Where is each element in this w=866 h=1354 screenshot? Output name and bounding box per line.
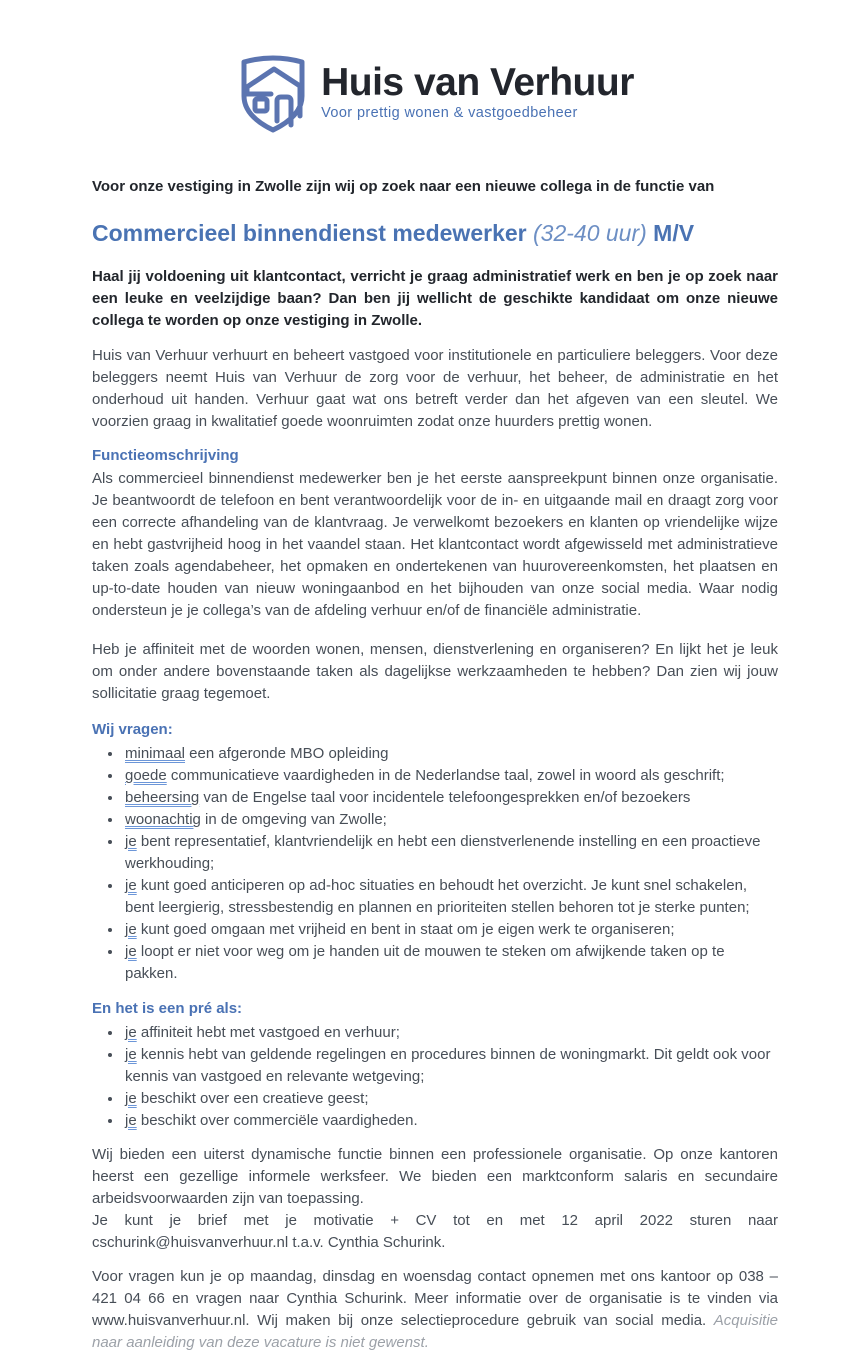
wij-bieden-paragraph (92, 1144, 778, 1254)
list-item: • woonachtig in de omgeving van Zwolle; (123, 809, 778, 831)
wij-bieden-line1: Wij bieden een uiterst dynamische functie binnen een professionele organisatie. Op onze kantoren heerst een gezellige informele werksfeer. We bieden een marktconform salaris en secundaire arbeidsvoorwaarden zijn van toepassing. (92, 1146, 778, 1207)
logo-tagline: Voor prettig wonen & vastgoedbeheer (321, 104, 578, 121)
grammar-underlined-word: goede (125, 767, 167, 784)
grammar-underlined-word: minimaal (125, 745, 186, 762)
grammar-underlined-word: je (125, 1090, 137, 1107)
lead-paragraph: Haal jij voldoening uit klantcontact, verricht je graag administratief werk en ben je op zoek naar een leuke en veelzijdige baan? Dan ben jij wellicht de geschikte kandidaat om onze nieuwe collega te worden op onze vestiging in Zwolle. (92, 268, 778, 329)
functieomschrijving-paragraph: Als commercieel binnendienst medewerker ben je het eerste aanspreekpunt binnen onze organisatie. Je beantwoordt de telefoon en bent verantwoordelijk voor de in- en uitgaande mail en draagt zorg voor een correcte afhandeling van de klantvraag. Je verwelkomt bezoekers en klanten op vriendelijke wijze en hebt gastvrijheid hoog in het vaandel staan. Het klantcontact wordt afgewisseld met administratieve taken zoals agendabeheer, het opmaken en ondertekenen van huurovereenkomsten, het plaatsen en up-to-date houden van nieuw woningaanbod en het bijhouden van onze social media. Waar nodig ondersteun je je collega’s van de afdeling verhuur en/of de financiële administratie. (92, 470, 778, 619)
list-item: • goede communicatieve vaardigheden in de Nederlandse taal, zowel in woord als geschrift; (123, 765, 778, 787)
section-heading-pre: En het is een pré als: (92, 1000, 243, 1017)
shield-house-icon (236, 50, 308, 134)
list-item: • je kunt goed anticiperen op ad-hoc situaties en behoudt het overzicht. Je kunt snel schakelen, bent leergierig, stressbestendig en plannen en prioriteiten stellen behoren tot je sterke punten; (123, 875, 778, 919)
grammar-underlined-word: je (125, 943, 137, 960)
list-item: • je beschikt over een creatieve geest; (123, 1088, 778, 1110)
grammar-underlined-word: je (125, 1046, 137, 1063)
list-item: • je loopt er niet voor weg om je handen uit de mouwen te steken om afwijkende taken op te pakken. (123, 941, 778, 985)
grammar-underlined-word: woonachtig (125, 811, 201, 828)
about-paragraph: Huis van Verhuur verhuurt en beheert vastgoed voor institutionele en particuliere beleggers. Voor deze beleggers neemt Huis van Verhuur de zorg voor de verhuur, het beheer, de administratie en het onderhoud uit handen. Verhuur gaat wat ons betreft verder dan het afgeven van een sleutel. We voorzien graag in kwalitatief goede woonruimten zodat onze huurders prettig wonen. (92, 347, 778, 430)
section-heading-functieomschrijving: Functieomschrijving (92, 447, 239, 464)
list-item: • je kunt goed omgaan met vrijheid en bent in staat om je eigen werk te organiseren; (123, 919, 778, 941)
logo-text (321, 63, 634, 121)
section-heading-wij-vragen: Wij vragen: (92, 721, 173, 738)
grammar-underlined-word: je (125, 1112, 137, 1129)
title-main: Commercieel binnendienst medewerker (92, 220, 533, 246)
list-item: • je affiniteit hebt met vastgoed en verhuur; (123, 1022, 778, 1044)
grammar-underlined-word: je (125, 833, 137, 850)
closing-main: Voor vragen kun je op maandag, dinsdag en woensdag contact opnemen met ons kantoor op 038 – 421 04 66 en vragen naar Cynthia Schurink. Meer informatie over de organisatie is te vinden via www.huisvanverhuur.nl. Wij maken bij onze selectieprocedure gebruik van social media. (92, 1268, 778, 1329)
grammar-underlined-word: je (125, 1024, 137, 1041)
list-item: • je beschikt over commerciële vaardigheden. (123, 1110, 778, 1132)
title-mv: M/V (646, 220, 695, 246)
list-item: • je kennis hebt van geldende regelingen en procedures binnen de woningmarkt. Dit geldt ook voor kennis van vastgoed en relevante wetgeving; (123, 1044, 778, 1088)
grammar-underlined-word: je (125, 877, 137, 894)
list-item: • minimaal een afgeronde MBO opleiding (123, 743, 778, 765)
grammar-underlined-word: beheersing (125, 789, 200, 806)
intro-line: Voor onze vestiging in Zwolle zijn wij op zoek naar een nieuwe collega in de functie van (92, 178, 715, 195)
list-item: • beheersing van de Engelse taal voor incidentele telefoongesprekken en/of bezoekers (123, 787, 778, 809)
logo-title: Huis van Verhuur (321, 61, 634, 105)
page-title (92, 219, 778, 247)
closing-acquisitie-note: Acquisitie naar aanleiding van deze vacature is niet gewenst. (92, 1312, 778, 1351)
wij-vragen-list (92, 743, 778, 985)
list-item: • je bent representatief, klantvriendelijk en hebt een dienstverlenende instelling en een proactieve werkhouding; (123, 831, 778, 875)
closing-paragraph (92, 1266, 778, 1354)
wij-bieden-line2: Je kunt je brief met je motivatie + CV tot en met 12 april 2022 sturen naar cschurink@huisvanverhuur.nl t.a.v. Cynthia Schurink. (92, 1212, 778, 1251)
grammar-underlined-word: je (125, 921, 137, 938)
pre-list (92, 1022, 778, 1132)
affiniteit-paragraph: Heb je affiniteit met de woorden wonen, mensen, dienstverlening en organiseren? En lijkt het je leuk om onder andere bovenstaande taken als dagelijkse werkzaamheden te hebben? Dan zien wij jouw sollicitatie graag tegemoet. (92, 641, 778, 702)
title-hours: (32-40 uur) (533, 220, 647, 246)
company-logo (92, 50, 778, 134)
